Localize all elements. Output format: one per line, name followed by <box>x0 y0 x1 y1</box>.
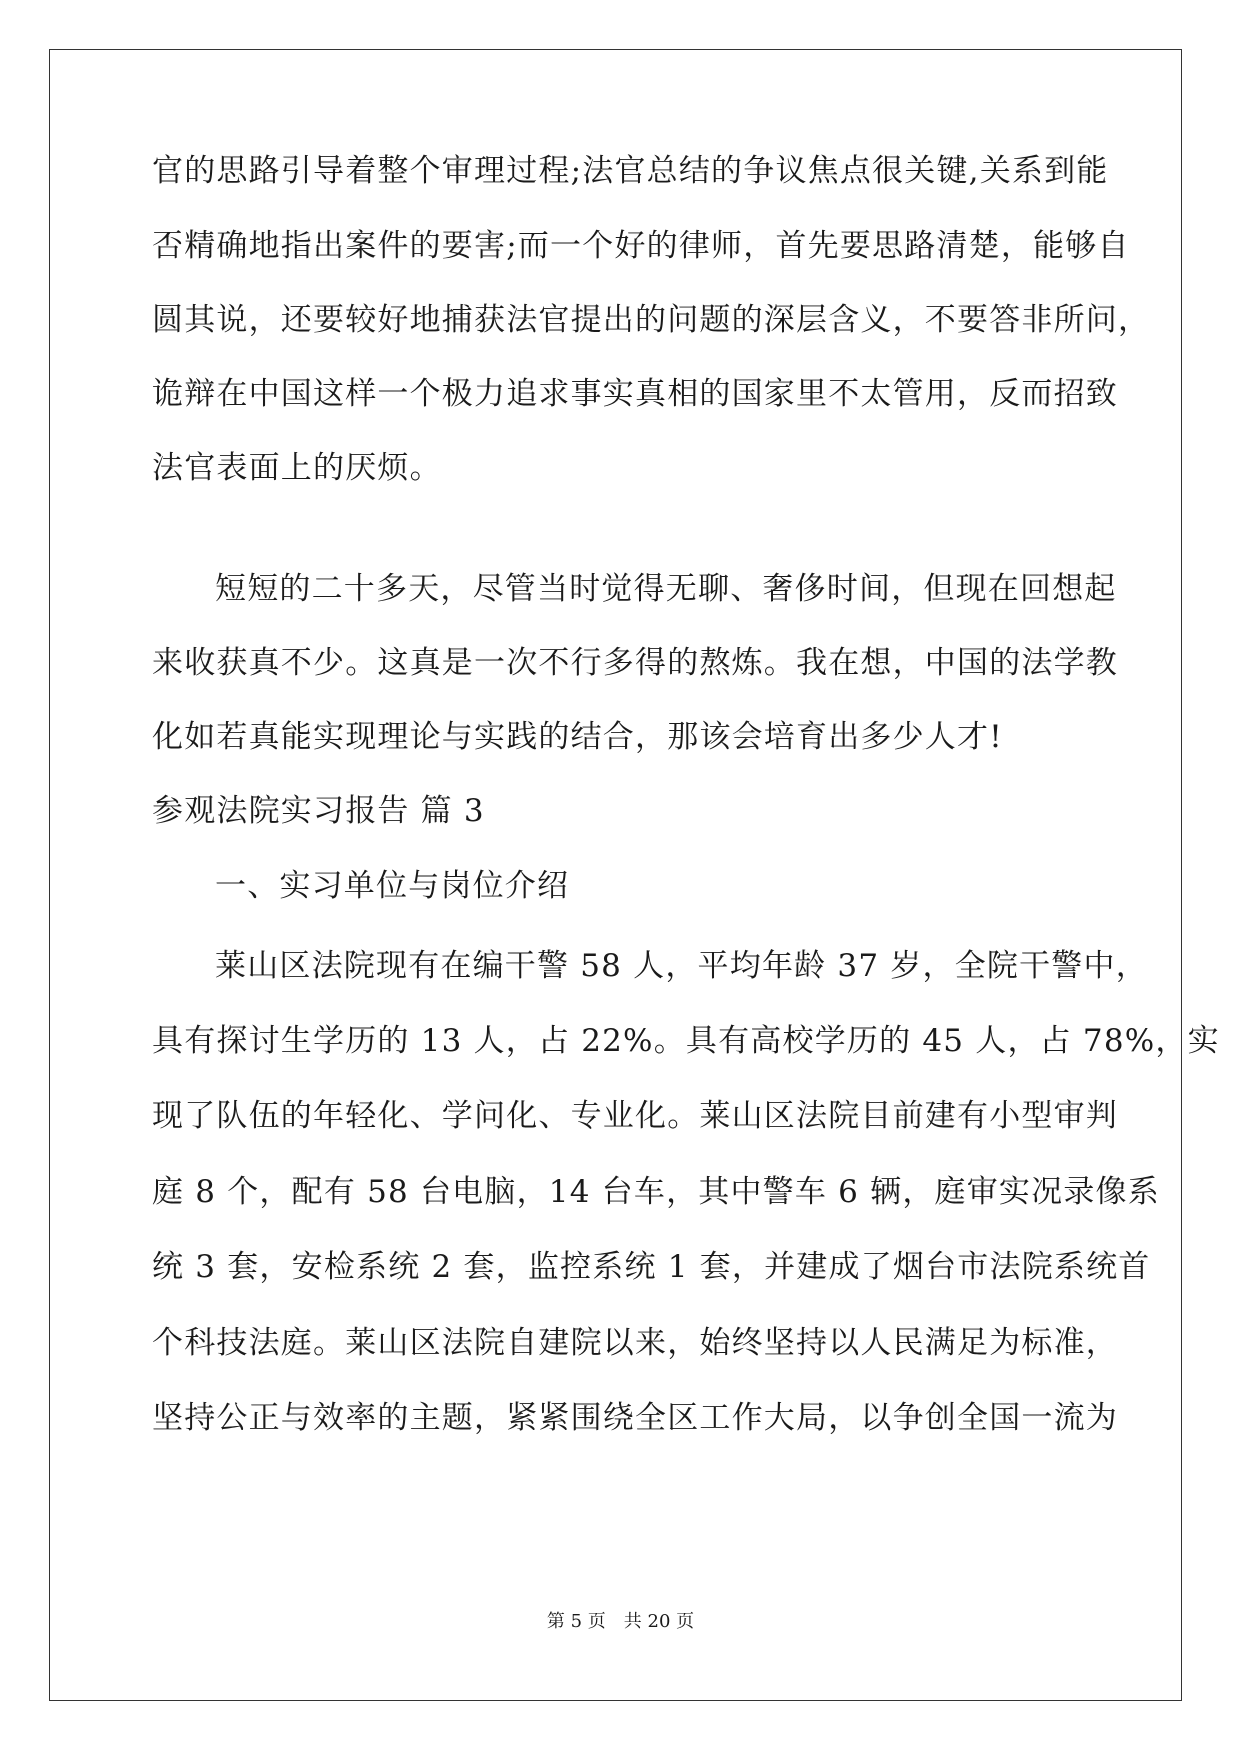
body-text-line: 统 3 套，安检系统 2 套，监控系统 1 套，并建成了烟台市法院系统首 <box>152 1249 1151 1285</box>
body-text-line: 化如若真能实现理论与实践的结合，那该会培育出多少人才! <box>152 719 1003 755</box>
body-text-line: 现了队伍的年轻化、学问化、专业化。莱山区法院目前建有小型审判 <box>152 1098 1118 1134</box>
body-text-line: 否精确地指出案件的要害;而一个好的律师，首先要思路清楚，能够自 <box>152 228 1130 264</box>
body-text-line: 法官表面上的厌烦。 <box>152 450 442 486</box>
body-text-line: 具有探讨生学历的 13 人，占 22%。具有高校学历的 45 人，占 78%，实 <box>152 1023 1220 1059</box>
section-heading: 参观法院实习报告 篇 3 <box>152 793 485 829</box>
body-text-line: 官的思路引导着整个审理过程;法官总结的争议焦点很关键,关系到能 <box>152 153 1109 189</box>
body-text-line: 莱山区法院现有在编干警 58 人，平均年龄 37 岁，全院干警中， <box>215 948 1148 984</box>
body-text-line: 坚持公正与效率的主题，紧紧围绕全区工作大局，以争创全国一流为 <box>152 1400 1118 1436</box>
body-text-line: 圆其说，还要较好地捕获法官提出的问题的深层含义，不要答非所问， <box>152 302 1151 338</box>
body-text-line: 个科技法庭。莱山区法院自建院以来，始终坚持以人民满足为标准， <box>152 1325 1118 1361</box>
body-text-line: 诡辩在中国这样一个极力追求事实真相的国家里不太管用，反而招致 <box>152 376 1118 412</box>
page-number-footer: 第 5 页 共 20 页 <box>546 1611 695 1632</box>
body-text-line: 短短的二十多天，尽管当时觉得无聊、奢侈时间，但现在回想起 <box>215 571 1117 607</box>
body-text-line: 庭 8 个，配有 58 台电脑，14 台车，其中警车 6 辆，庭审实况录像系 <box>152 1174 1160 1210</box>
body-text-line: 来收获真不少。这真是一次不行多得的熬炼。我在想，中国的法学教 <box>152 645 1118 681</box>
section-subheading: 一、实习单位与岗位介绍 <box>215 868 570 904</box>
